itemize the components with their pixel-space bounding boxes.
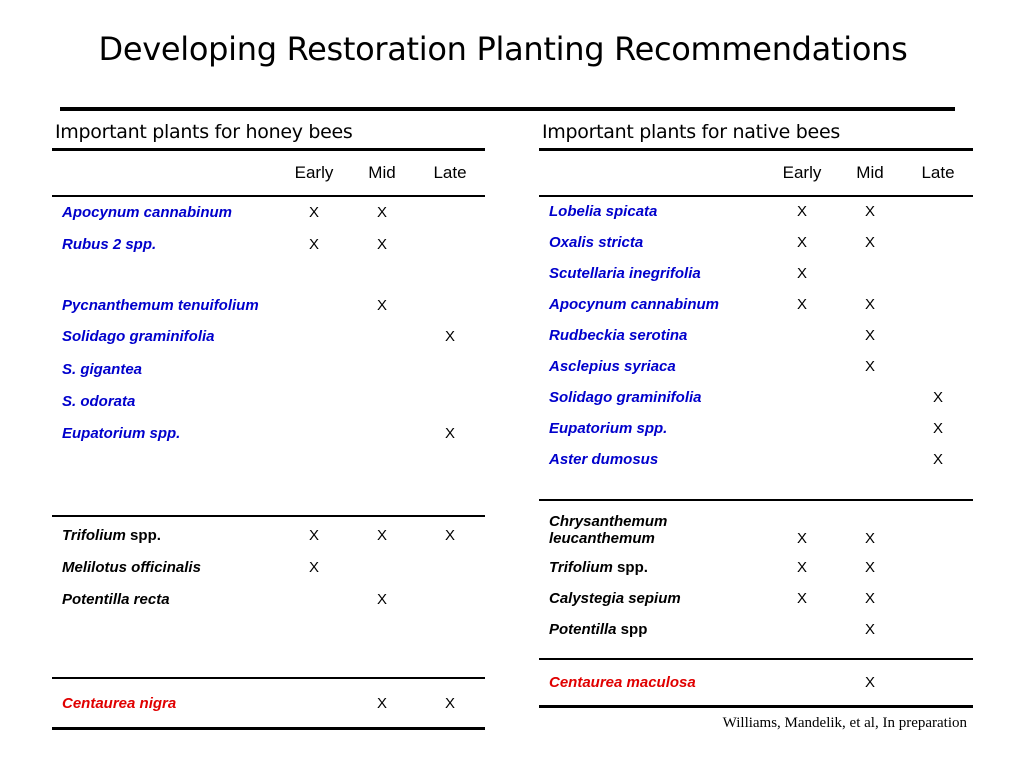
plant-name: Trifolium bbox=[62, 527, 126, 544]
title-divider bbox=[60, 107, 955, 111]
early-mark: X bbox=[308, 236, 319, 253]
table-row bbox=[539, 296, 973, 327]
plant-name: Eupatorium spp. bbox=[62, 425, 181, 442]
header-late: Late bbox=[433, 163, 467, 182]
citation: Williams, Mandelik, et al, In preparation bbox=[722, 715, 967, 731]
table-header-row bbox=[539, 151, 973, 195]
plant-name: Centaurea maculosa bbox=[549, 674, 696, 691]
late-mark: X bbox=[444, 328, 455, 345]
table-row bbox=[539, 327, 973, 358]
plant-name: Pycnanthemum tenuifolium bbox=[62, 297, 259, 314]
table-row bbox=[52, 268, 485, 314]
table-row bbox=[539, 265, 973, 296]
plant-suffix: spp. bbox=[612, 559, 648, 576]
native-bees-panel bbox=[539, 118, 973, 708]
mid-mark: X bbox=[864, 530, 875, 547]
plant-name-cell bbox=[539, 559, 768, 576]
mid-mark: X bbox=[376, 236, 387, 253]
mid-mark: X bbox=[864, 358, 875, 375]
plant-name: Trifolium bbox=[549, 559, 613, 576]
early-mark: X bbox=[796, 559, 807, 576]
table-row bbox=[539, 660, 973, 705]
late-mark: X bbox=[444, 425, 455, 442]
mid-mark: X bbox=[864, 590, 875, 607]
plant-name: Solidago graminifolia bbox=[62, 328, 215, 345]
plant-name-cell bbox=[52, 527, 280, 544]
plant-name: Eupatorium spp. bbox=[549, 420, 668, 437]
table-row bbox=[52, 361, 485, 393]
mid-mark: X bbox=[376, 527, 387, 544]
table-row bbox=[52, 591, 485, 623]
header-mid: Mid bbox=[856, 163, 884, 182]
table-row bbox=[52, 236, 485, 268]
plant-name: Centaurea nigra bbox=[62, 694, 177, 712]
table-row bbox=[52, 559, 485, 591]
plant-name-cell bbox=[539, 621, 768, 638]
plant-suffix: spp bbox=[616, 621, 648, 638]
early-mark: X bbox=[796, 203, 807, 220]
mid-mark: X bbox=[864, 296, 875, 313]
table-header-row bbox=[52, 151, 485, 195]
early-mark: X bbox=[796, 234, 807, 251]
table-row bbox=[52, 679, 485, 727]
plant-name: Apocynum cannabinum bbox=[549, 296, 720, 313]
plant-name: Chrysanthemum leucanthemum bbox=[549, 513, 668, 547]
mid-mark: X bbox=[864, 203, 875, 220]
table-row bbox=[539, 234, 973, 265]
table-row bbox=[539, 358, 973, 389]
table-row bbox=[539, 507, 973, 547]
mid-mark: X bbox=[864, 234, 875, 251]
table-row bbox=[539, 559, 973, 590]
mid-mark: X bbox=[864, 621, 875, 638]
late-mark: X bbox=[444, 527, 455, 544]
slide-title: Developing Restoration Planting Recommendations bbox=[98, 30, 908, 68]
plant-name: Rudbeckia serotina bbox=[549, 327, 688, 344]
early-mark: X bbox=[796, 590, 807, 607]
header-mid: Mid bbox=[368, 163, 396, 182]
table-bottom-rule bbox=[539, 705, 973, 708]
early-mark: X bbox=[796, 296, 807, 313]
table-row bbox=[52, 204, 485, 236]
plant-name: Solidago graminifolia bbox=[549, 389, 702, 406]
table-row bbox=[52, 527, 485, 559]
plant-name: Scutellaria inegrifolia bbox=[549, 265, 701, 282]
header-early: Early bbox=[782, 163, 822, 182]
early-mark: X bbox=[796, 530, 807, 547]
mid-mark: X bbox=[864, 559, 875, 576]
table-row bbox=[52, 425, 485, 457]
header-early: Early bbox=[294, 163, 334, 182]
late-mark: X bbox=[932, 420, 943, 437]
plant-name: Calystegia sepium bbox=[549, 590, 681, 607]
table-row bbox=[539, 621, 973, 652]
mid-mark: X bbox=[376, 204, 387, 221]
mid-mark: X bbox=[864, 327, 875, 344]
plant-name: S. odorata bbox=[62, 393, 136, 410]
table-row bbox=[539, 203, 973, 234]
early-mark: X bbox=[308, 559, 319, 576]
plant-name: Melilotus officinalis bbox=[62, 559, 201, 576]
early-mark: X bbox=[796, 265, 807, 282]
mid-mark: X bbox=[376, 591, 387, 608]
native-bees-heading: Important plants for native bees bbox=[542, 121, 840, 143]
plant-suffix: spp. bbox=[125, 527, 161, 544]
plant-name: Oxalis stricta bbox=[549, 234, 644, 251]
plant-name: Potentilla bbox=[549, 621, 617, 638]
mid-mark: X bbox=[376, 297, 387, 314]
table-row bbox=[539, 451, 973, 482]
plant-name: Lobelia spicata bbox=[549, 203, 658, 220]
table-row bbox=[52, 328, 485, 361]
plant-name: Rubus 2 spp. bbox=[62, 236, 157, 253]
plant-name: Aster dumosus bbox=[549, 451, 659, 468]
late-mark: X bbox=[444, 694, 455, 712]
plant-name: S. gigantea bbox=[62, 361, 143, 378]
early-mark: X bbox=[308, 527, 319, 544]
plant-name: Asclepius syriaca bbox=[549, 358, 676, 375]
table-row bbox=[539, 590, 973, 621]
plant-name: Potentilla recta bbox=[62, 591, 170, 608]
honey-bees-panel bbox=[52, 118, 485, 730]
table-row bbox=[539, 389, 973, 420]
table-row bbox=[539, 420, 973, 451]
table-bottom-rule bbox=[52, 727, 485, 730]
mid-mark: X bbox=[864, 674, 875, 691]
late-mark: X bbox=[932, 389, 943, 406]
plant-name: Apocynum cannabinum bbox=[62, 204, 233, 221]
honey-bees-heading: Important plants for honey bees bbox=[55, 121, 353, 143]
header-late: Late bbox=[921, 163, 955, 182]
table-row bbox=[52, 393, 485, 425]
late-mark: X bbox=[932, 451, 943, 468]
mid-mark: X bbox=[376, 694, 387, 712]
early-mark: X bbox=[308, 204, 319, 221]
